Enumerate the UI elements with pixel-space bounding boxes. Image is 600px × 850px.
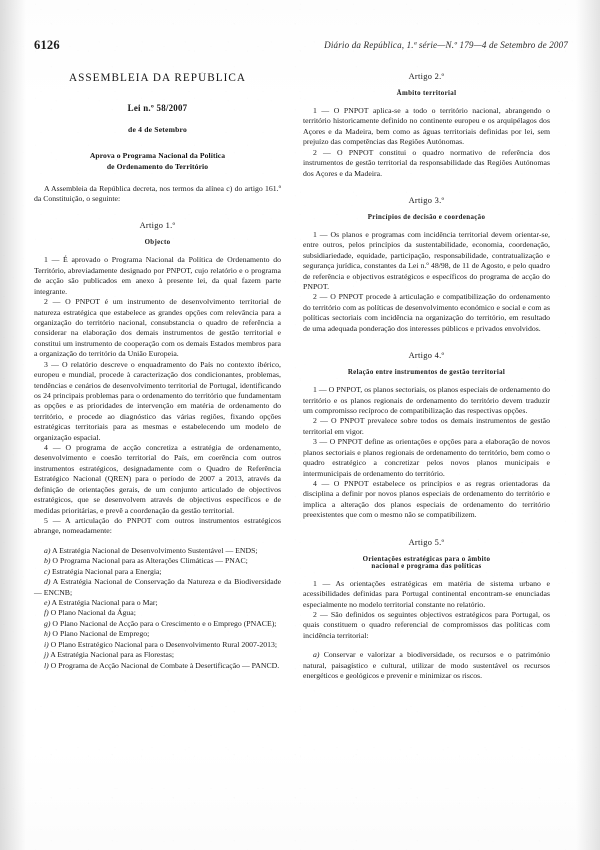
list-item (303, 650, 550, 681)
law-summary-line-1: Aprova o Programa Nacional da Política (89, 151, 226, 160)
article-1-paragraph-5: 5 — A articulação do PNPOT com outros instrumentos estratégicos abrange, nomeadamente: (34, 516, 281, 536)
enacting-clause: A Assembleia da República decreta, nos termos da alínea c) do artigo 161.º da Constituição, o seguinte: (34, 183, 281, 204)
list-item (34, 650, 281, 660)
item-marker: g) (44, 618, 51, 628)
article-epigraph-3: Princípios de decisão e coordenação (367, 213, 486, 221)
item-marker: h) (44, 629, 51, 639)
article-epigraph-5-line-2: nacional e programa das políticas (371, 562, 482, 570)
article-5-item-list (303, 650, 550, 681)
law-summary-line-2: de Ordenamento do Território (106, 161, 209, 171)
item-text: Conservar e valorizar a biodiversidade, os recursos e o património natural, paisagístico e cultural, utilizar de modo sustentável os recursos energéticos e geológicos e prevenir e minimizar os riscos. (303, 650, 550, 681)
article-1-paragraph-4: 4 — O programa de acção concretiza a estratégia de ordenamento, desenvolvimento e coesão territorial do País, em coerência com outros instrumentos estratégicos, designadamente com o Quadro de Referência Estratégico Nacional (QREN) para o período de 2007 a 2013, através da definição de orientações gerais, de um conjunto articulado de objectivos estratégicos, que se desenvolvem através de objectivos específicos e de medidas prioritárias, e prevê a coordenação da gestão territorial. (34, 443, 281, 515)
article-3-paragraph-1: 1 — Os planos e programas com incidência territorial devem orientar-se, entre outros, pelos princípios da sustentabilidade, economia, coordenação, subsidiariedade, equidade, participação, responsabilidade, contratualização e segurança jurídica, constantes da Lei n.º 48/98, de 11 de Agosto, e pelo quadro de referência e objectivos estratégicos e específicos do programa de acção do PNPOT. (303, 229, 550, 292)
article-heading-3: Artigo 3.º (408, 195, 445, 205)
list-item (34, 556, 281, 566)
article-1-paragraph-3: 3 — O relatório descreve o enquadramento do País no contexto ibérico, europeu e mundial, procede à caracterização dos condicionantes, problemas, tendências e cenários de desenvolvimento territorial de Portugal, identificando os 24 principais problemas para o ordenamento do território que fundamentam as opções e as prioridades de intervenção em matéria de ordenamento do território, e procede ao diagnóstico das várias regiões, fixando opções estratégicas territoriais para as mesmas e estabelecendo um modelo de organização espacial. (34, 359, 281, 442)
law-date: de 4 de Setembro (128, 125, 187, 134)
column-left (34, 66, 281, 681)
list-item (34, 640, 281, 650)
article-epigraph-2: Âmbito territorial (396, 90, 457, 97)
two-column-body (34, 66, 570, 681)
item-marker: b) (44, 556, 51, 566)
list-item (34, 608, 281, 618)
law-summary (34, 151, 281, 173)
item-text: O Programa de Acção Nacional de Combate à Desertificação — PANCD. (50, 660, 280, 670)
article-5-paragraph-2: 2 — São definidos os seguintes objectivos estratégicos para Portugal, os quais constituem o quadro referencial de compromissos das políticas com incidência territorial: (303, 609, 550, 640)
item-text: A Estratégia Nacional de Desenvolvimento Sustentável — ENDS; (51, 545, 258, 555)
item-text: O Plano Nacional de Emprego; (52, 629, 150, 639)
article-1-paragraph-1: 1 — É aprovado o Programa Nacional da Política de Ordenamento do Território, abreviadamente designado por PNPOT, cujo relatório e o programa de acção são publicados em anexo à presente lei, da qual fazem parte integrante. (34, 255, 281, 296)
article-epigraph-4: Relação entre instrumentos de gestão territorial (347, 369, 506, 377)
item-marker: i) (44, 639, 49, 649)
item-marker: l) (44, 660, 49, 670)
article-4-paragraph-3: 3 — O PNPOT define as orientações e opções para a elaboração de novos planos sectoriais e planos regionais de ordenamento do território, bem como o quadro estratégico a concretizar pelos novos planos municipais e intermunicipais de ordenamento do território. (303, 437, 550, 478)
article-1-paragraph-2: 2 — O PNPOT é um instrumento de desenvolvimento territorial de natureza estratégica que estabelece as grandes opções com relevância para a organização do território nacional, consubstancia o quadro de referência a considerar na elaboração dos demais instrumentos de gestão territorial e constitui um instrumento de cooperação com os demais Estados membros para a organização do território da União Europeia. (34, 297, 281, 359)
item-marker: f) (44, 608, 49, 618)
list-item (34, 619, 281, 629)
article-heading-2: Artigo 2.º (408, 72, 445, 81)
item-marker: a) (44, 545, 51, 555)
publication-reference: Diário da República, 1.ª série—N.º 179—4 de Setembro de 2007 (324, 40, 568, 50)
article-epigraph-5 (303, 556, 550, 570)
article-4-paragraph-1: 1 — O PNPOT, os planos sectoriais, os planos especiais de ordenamento do território e os planos regionais de ordenamento do território devem traduzir um compromisso recíproco de compatibilização das respectivas opções. (303, 385, 550, 416)
item-marker: j) (44, 650, 49, 660)
item-marker: a) (313, 650, 320, 660)
item-text: A Estratégia Nacional para as Florestas; (50, 650, 174, 660)
list-item (34, 546, 281, 556)
column-right (303, 66, 550, 681)
item-text: O Plano Nacional da Água; (50, 608, 136, 618)
article-1-item-list (34, 546, 281, 671)
article-heading-4: Artigo 4.º (408, 351, 445, 361)
article-3-paragraph-2: 2 — O PNPOT procede à articulação e compatibilização do ordenamento do território com as políticas de desenvolvimento económico e social e com as políticas sectoriais com incidência na organização do território, em resultado de uma adequada ponderação dos interesses públicos e privados envolvidos. (303, 292, 550, 333)
list-item (34, 629, 281, 639)
item-text: O Programa Nacional para as Alterações Climáticas — PNAC; (52, 556, 248, 566)
item-text: O Plano Estratégico Nacional para o Desenvolvimento Rural 2007-2013; (50, 639, 278, 649)
article-heading-5: Artigo 5.º (408, 537, 445, 547)
law-number: Lei n.º 58/2007 (127, 103, 188, 113)
running-head (34, 38, 570, 58)
article-2-paragraph-2: 2 — O PNPOT constitui o quadro normativo de referência dos instrumentos de gestão territorial da responsabilidade das Regiões Autónomas dos Açores e da Madeira. (303, 147, 550, 178)
list-item (34, 577, 281, 598)
item-text: A Estratégia Nacional para o Mar; (51, 597, 158, 607)
article-4-paragraph-2: 2 — O PNPOT prevalece sobre todos os demais instrumentos de gestão territorial em vigor. (303, 416, 550, 436)
item-marker: e) (44, 597, 51, 607)
item-text: O Plano Nacional de Acção para o Crescimento e o Emprego (PNACE); (52, 618, 277, 628)
item-marker: c) (44, 566, 51, 576)
article-heading-1: Artigo 1.º (139, 221, 176, 231)
item-marker: d) (44, 577, 51, 587)
article-epigraph-1: Objecto (144, 239, 171, 247)
list-item (34, 567, 281, 577)
article-2-paragraph-1: 1 — O PNPOT aplica-se a todo o território nacional, abrangendo o território historicamente definido no continente europeu e os arquipélagos dos Açores e da Madeira, bem como as águas territoriais definidas por lei, sem prejuízo das competências das Regiões Autónomas. (303, 106, 550, 147)
page-number: 6126 (34, 38, 60, 52)
list-item (34, 598, 281, 608)
item-text: Estratégia Nacional para a Energia; (51, 566, 162, 576)
item-text: A Estratégia Nacional de Conservação da Natureza e da Biodiversidade — ENCNB; (34, 577, 282, 597)
article-5-paragraph-1: 1 — As orientações estratégicas em matéria de sistema urbano e acessibilidades definidas para Portugal continental encontram-se enunciadas especialmente no modelo territorial constante no relatório. (303, 578, 550, 609)
article-4-paragraph-4: 4 — O PNPOT estabelece os princípios e as regras orientadoras da disciplina a definir por novos planos especiais de ordenamento do território e implica a alteração dos planos especiais de ordenamento do território preexistentes que com o mesmo não se compatibilizem. (303, 478, 550, 520)
list-item (34, 661, 281, 671)
article-epigraph-5-line-1: Orientações estratégicas para o âmbito (362, 555, 491, 563)
issuing-body: ASSEMBLEIA DA REPÚBLICA (68, 72, 247, 84)
page-sheet (34, 38, 570, 828)
